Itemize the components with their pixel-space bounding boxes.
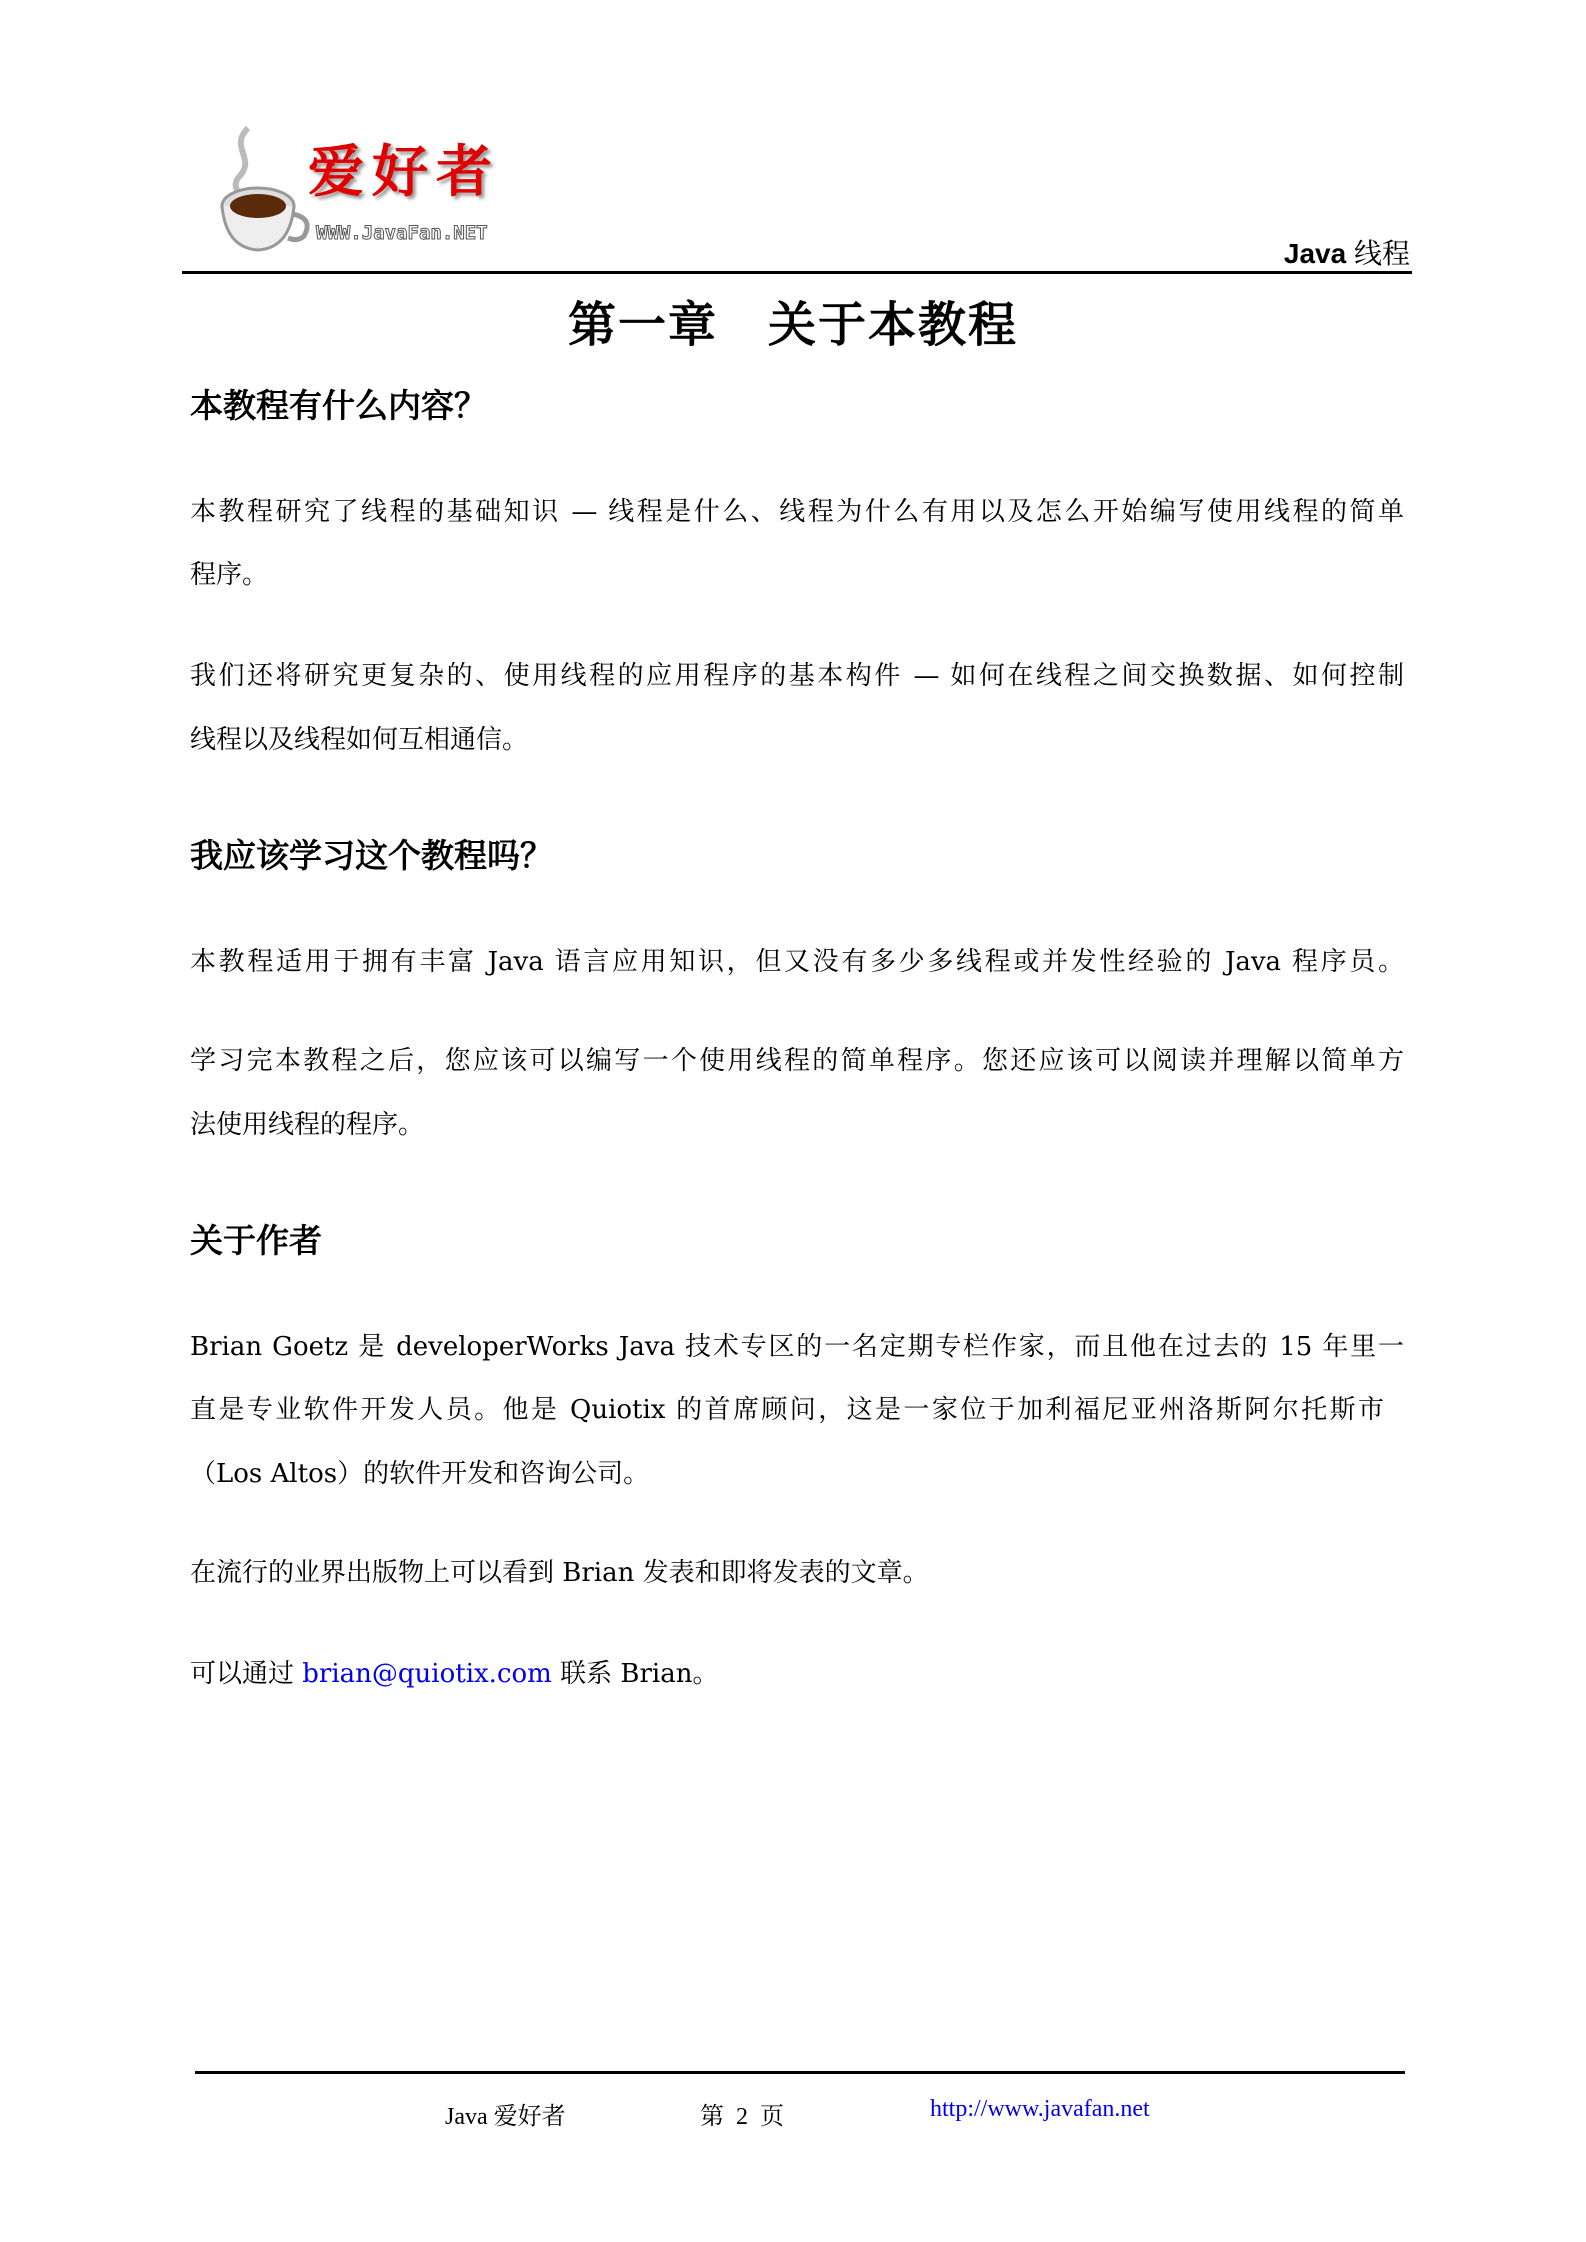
logo-url-text: WWW.JavaFan.NET bbox=[316, 222, 488, 244]
section-heading: 我应该学习这个教程吗？ bbox=[190, 836, 553, 875]
paragraph-line: 本教程适用于拥有丰富 Java 语言应用知识，但又没有多少多线程或并发性经验的 Java 程序员。 bbox=[190, 947, 1404, 977]
contact-line bbox=[190, 1657, 1404, 1691]
header-title-rest: 线程 bbox=[1353, 238, 1410, 269]
paragraph-line: 我们还将研究更复杂的、使用线程的应用程序的基本构件 — 如何在线程之间交换数据、如何控制 bbox=[190, 661, 1404, 691]
footer-rule bbox=[195, 2071, 1405, 2074]
paragraph-line: （Los Altos）的软件开发和咨询公司。 bbox=[190, 1459, 650, 1489]
paragraph-line: Brian Goetz 是 developerWorks Java 技术专区的一名定期专栏作家，而且他在过去的 15 年里一 bbox=[190, 1332, 1404, 1362]
chapter-title: 第一章 关于本教程 bbox=[567, 297, 1018, 353]
contact-suffix: 联系 Brian。 bbox=[551, 1659, 719, 1689]
javafan-logo bbox=[208, 118, 518, 258]
document-header-title bbox=[1284, 232, 1410, 272]
paragraph-line: 法使用线程的程序。 bbox=[190, 1110, 425, 1140]
footer-publisher: Java 爱好者 bbox=[445, 2104, 566, 2130]
header-title-java: Java bbox=[1283, 238, 1347, 269]
paragraph-line: 程序。 bbox=[190, 560, 269, 590]
footer-website-link[interactable]: http://www.javafan.net bbox=[930, 2096, 1150, 2122]
section-heading: 本教程有什么内容？ bbox=[190, 386, 487, 425]
section-heading: 关于作者 bbox=[190, 1221, 322, 1260]
paragraph-line: 线程以及线程如何互相通信。 bbox=[190, 725, 529, 755]
contact-prefix: 可以通过 bbox=[190, 1659, 303, 1689]
paragraph-line: 在流行的业界出版物上可以看到 Brian 发表和即将发表的文章。 bbox=[190, 1558, 929, 1588]
header-rule bbox=[182, 271, 1412, 274]
footer-page-number: 第 2 页 bbox=[700, 2104, 784, 2130]
author-email-link[interactable]: brian@quiotix.com bbox=[302, 1659, 552, 1689]
paragraph-line: 本教程研究了线程的基础知识 — 线程是什么、线程为什么有用以及怎么开始编写使用线程的简单 bbox=[190, 497, 1404, 527]
paragraph-line: 学习完本教程之后，您应该可以编写一个使用线程的简单程序。您还应该可以阅读并理解以简单方 bbox=[190, 1046, 1404, 1076]
paragraph-line: 直是专业软件开发人员。他是 Quiotix 的首席顾问，这是一家位于加利福尼亚州洛斯阿尔托斯市 bbox=[190, 1395, 1384, 1425]
logo-text: 爱好者 bbox=[308, 139, 500, 205]
